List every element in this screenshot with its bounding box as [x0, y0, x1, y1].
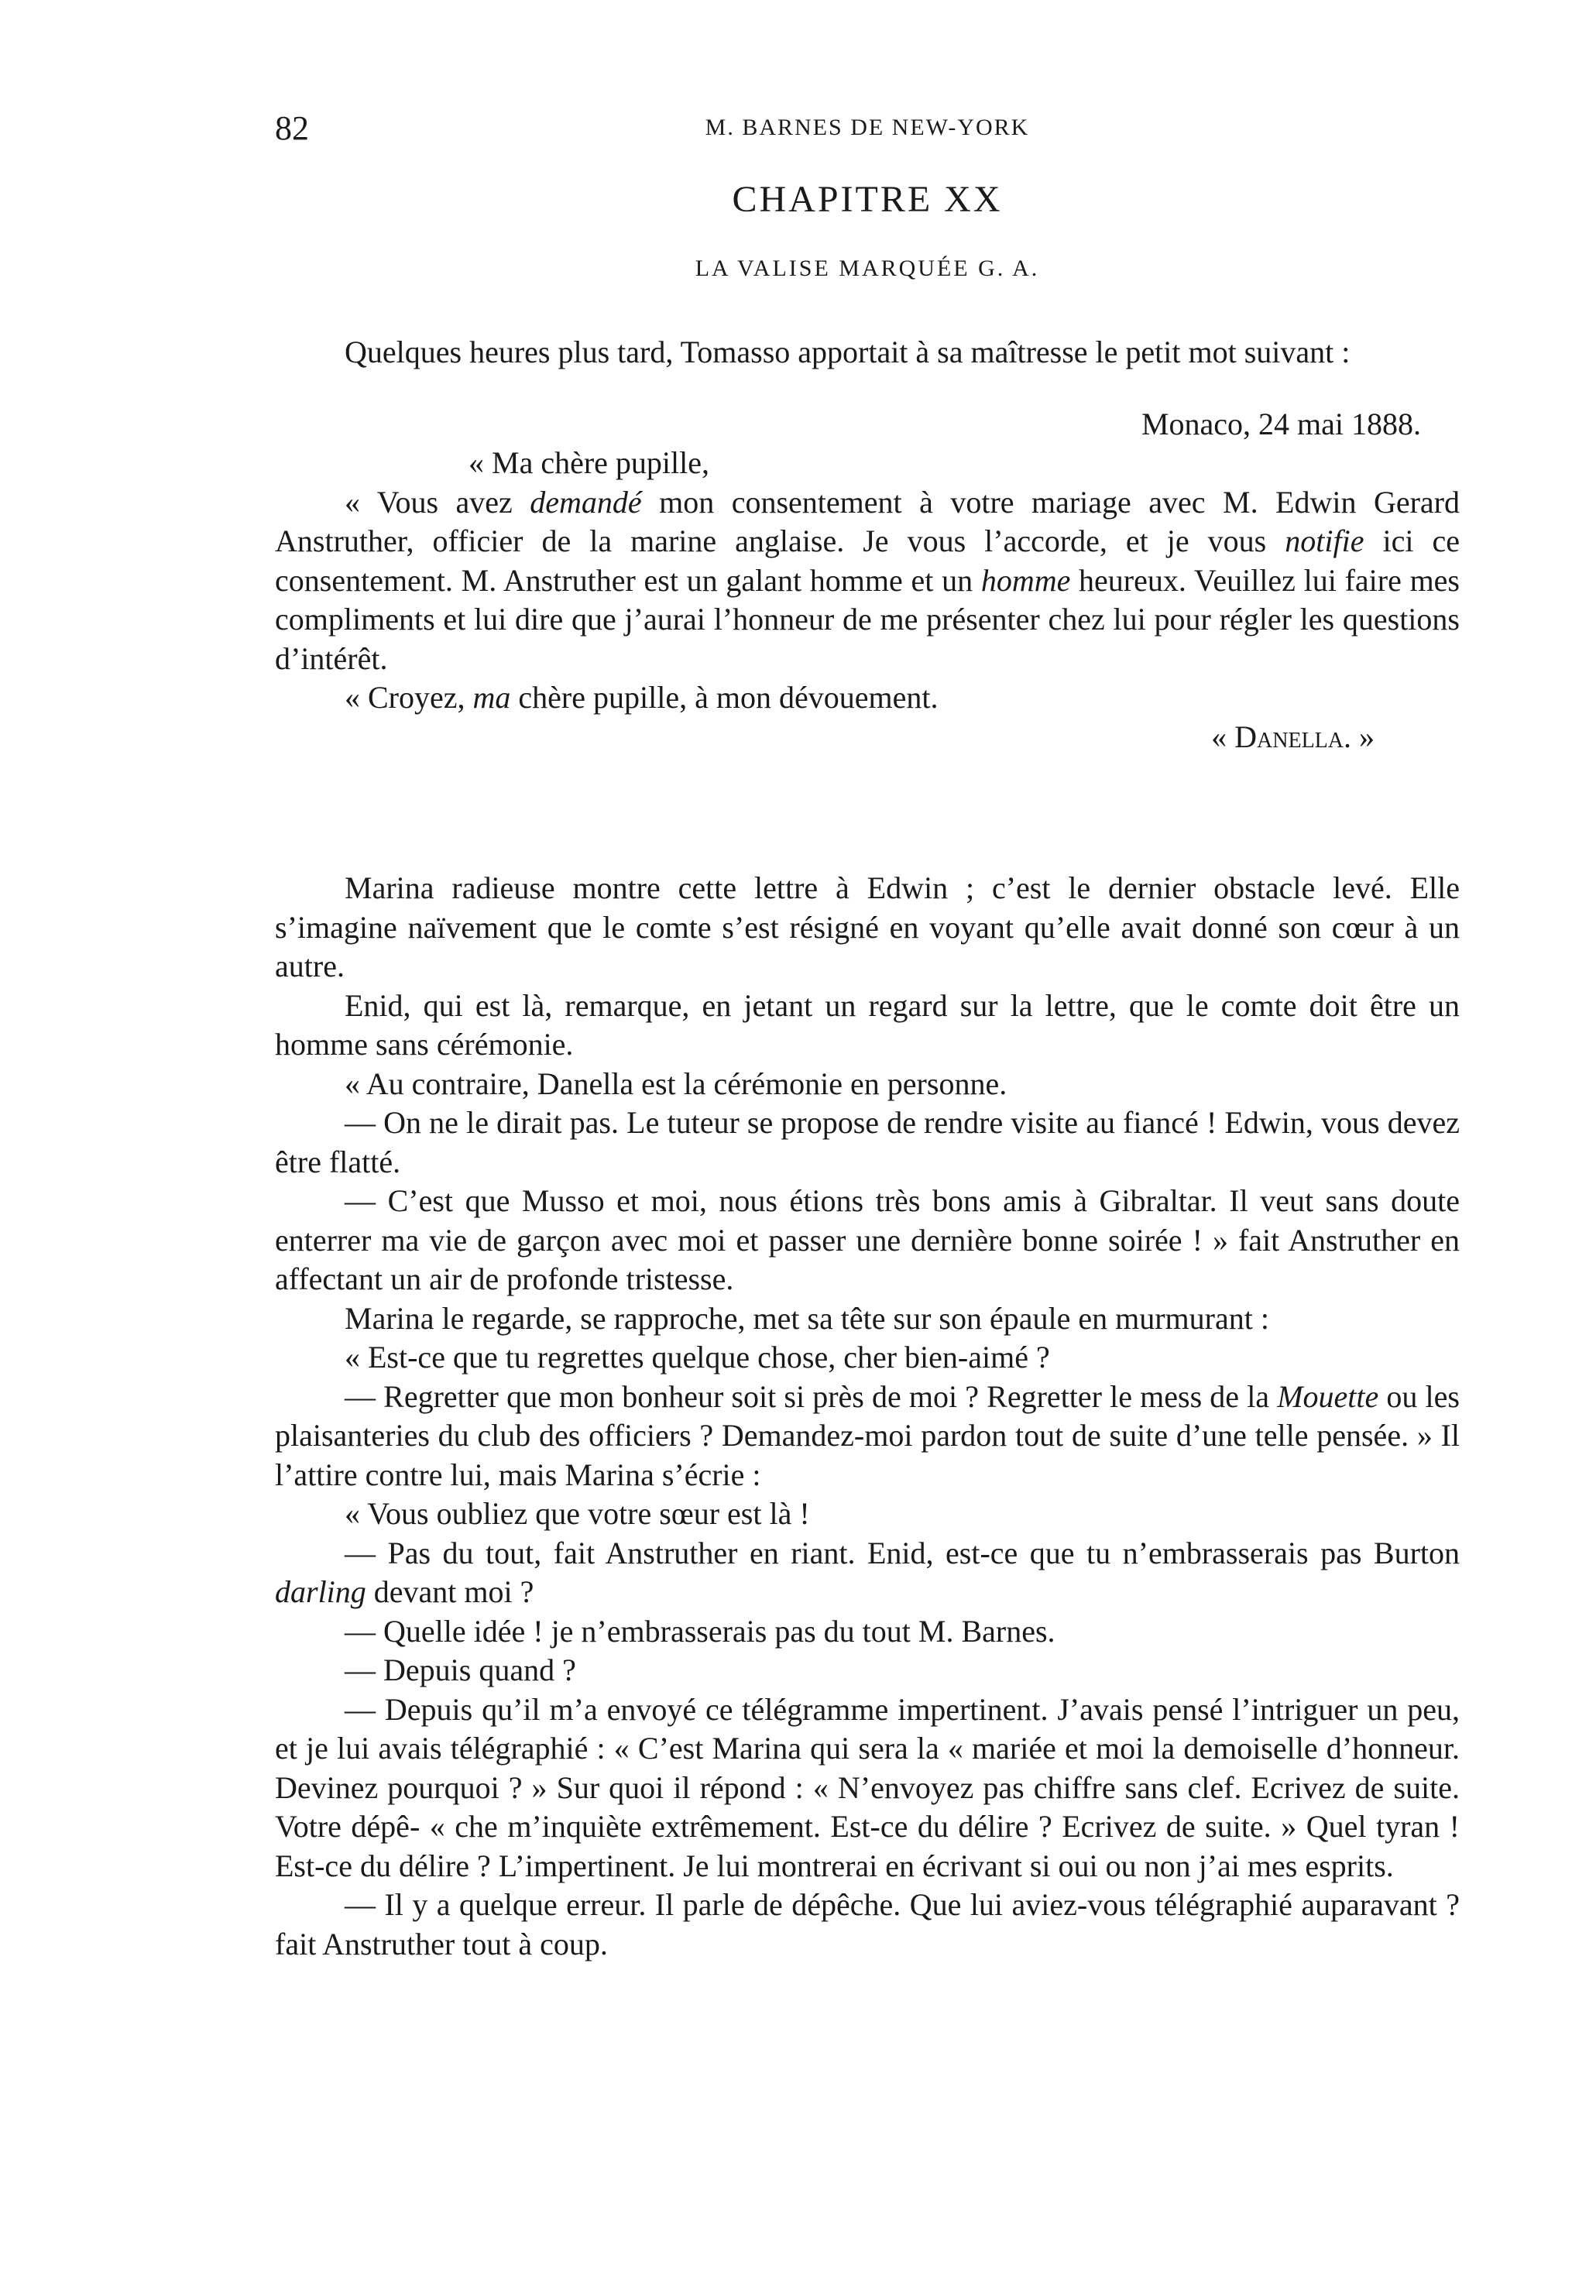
letter-text: mon consentement à votre mariage avec M. Edwin Gerard Anstruther, officier de la marine anglaise. Je vous l’accorde, et je vous [275, 484, 1460, 558]
chapter-title: CHAPITRE XX [732, 179, 1003, 220]
dateline: Monaco, 24 mai 1888. [1141, 406, 1421, 441]
letter-italic: homme [980, 562, 1071, 598]
paragraph: — Depuis qu’il m’a envoyé ce télégramme impertinent. J’avais pensé l’intriguer un peu, et je lui avais télégraphié : « C’est Marina qui sera la « mariée et moi la demoiselle d’honneur. Devinez pourquoi ? » Sur quoi il répond : « N’envoyez pas chiffre sans clef. Ecrivez de suite. Votre dépê- « che m’inquiète extrêmement. Est-ce du délire ? Ecrivez de suite. » Quel tyran ! Est-ce du délire ? L’impertinent. Je lui montrerai en écrivant si oui ou non j’ai mes esprits. [275, 1691, 1460, 1883]
paragraph-text: — Regretter que mon bonheur soit si près de moi ? Regretter le mess de la [345, 1378, 1278, 1414]
running-head: M. BARNES DE NEW-YORK [705, 115, 1030, 140]
letter-italic: demandé [530, 484, 642, 520]
salutation: « Ma chère pupille, [469, 445, 709, 480]
paragraph: Marina le regarde, se rapproche, met sa tête sur son épaule en murmurant : [345, 1300, 1269, 1336]
paragraph: — On ne le dirait pas. Le tuteur se propose de rendre visite au fiancé ! Edwin, vous devez être flatté. [275, 1105, 1460, 1179]
letter-italic: notifie [1285, 523, 1364, 558]
letter-section [275, 333, 1460, 757]
paragraph: Marina radieuse montre cette lettre à Edwin ; c’est le dernier obstacle levé. Elle s’imagine naïvement que le comte s’est résigné en voyant qu’elle avait donné son cœur à un autre. [275, 870, 1460, 983]
closing-text: chère pupille, à mon dévouement. [510, 680, 939, 715]
letter-text: « Vous avez [345, 484, 530, 520]
paragraph: « Est-ce que tu regrettes quelque chose, cher bien-aimé ? [345, 1340, 1050, 1375]
paragraph-text: — Pas du tout, fait Anstruther en riant. Enid, est-ce que tu n’embrasserais pas Burton [345, 1535, 1460, 1570]
letter-closing [275, 678, 1460, 718]
paragraph: — Quelle idée ! je n’embrasserais pas du tout M. Barnes. [345, 1613, 1055, 1649]
closing-italic: ma [472, 680, 511, 715]
paragraph-italic: darling [275, 1574, 366, 1609]
paragraph: « Au contraire, Danella est la cérémonie en personne. [345, 1066, 1007, 1101]
chapter-subtitle: LA VALISE MARQUÉE G. A. [695, 256, 1040, 281]
paragraph-text: ou les plaisanteries du club des officiers ? Demandez-moi pardon tout de suite d’une telle pensée. » Il l’attire contre lui, mais Marina s’écrie : [275, 1378, 1460, 1492]
page-number: 82 [275, 109, 309, 147]
letter-text: heureux. Veuillez lui faire mes compliments et lui dire que j’aurai l’honneur de me présenter chez lui pour régler les questions d’intérêt. [275, 562, 1460, 676]
page-header [275, 108, 1460, 155]
letter-text: ici ce consentement. M. Anstruther est un galant homme et un [275, 523, 1460, 598]
paragraph [275, 1378, 1460, 1495]
paragraph-text: devant moi ? [366, 1574, 534, 1609]
ship-name: Mouette [1277, 1378, 1379, 1414]
narrative-section [275, 869, 1460, 1964]
paragraph: — Il y a quelque erreur. Il parle de dépêche. Que lui aviez-vous télégraphié auparavant ? fait Anstruther tout à coup. [275, 1887, 1460, 1961]
closing-text: « Croyez, [345, 680, 473, 715]
letter-body [275, 483, 1460, 679]
paragraph: — Depuis quand ? [345, 1653, 576, 1687]
paragraph [275, 1534, 1460, 1612]
paragraph: Enid, qui est là, remarque, en jetant un regard sur la lettre, que le comte doit être un homme sans cérémonie. [275, 987, 1460, 1062]
paragraph-intro: Quelques heures plus tard, Tomasso apportait à sa maîtresse le petit mot suivant : [345, 335, 1351, 369]
paragraph: — C’est que Musso et moi, nous étions très bons amis à Gibraltar. Il veut sans doute enterrer ma vie de garçon avec moi et passer une dernière bonne soirée ! » fait Anstruther en affectant un air de profonde tristesse. [275, 1183, 1460, 1296]
paragraph: « Vous oubliez que votre sœur est là ! [345, 1496, 810, 1531]
letter-signature: « Danella. » [1211, 719, 1375, 754]
